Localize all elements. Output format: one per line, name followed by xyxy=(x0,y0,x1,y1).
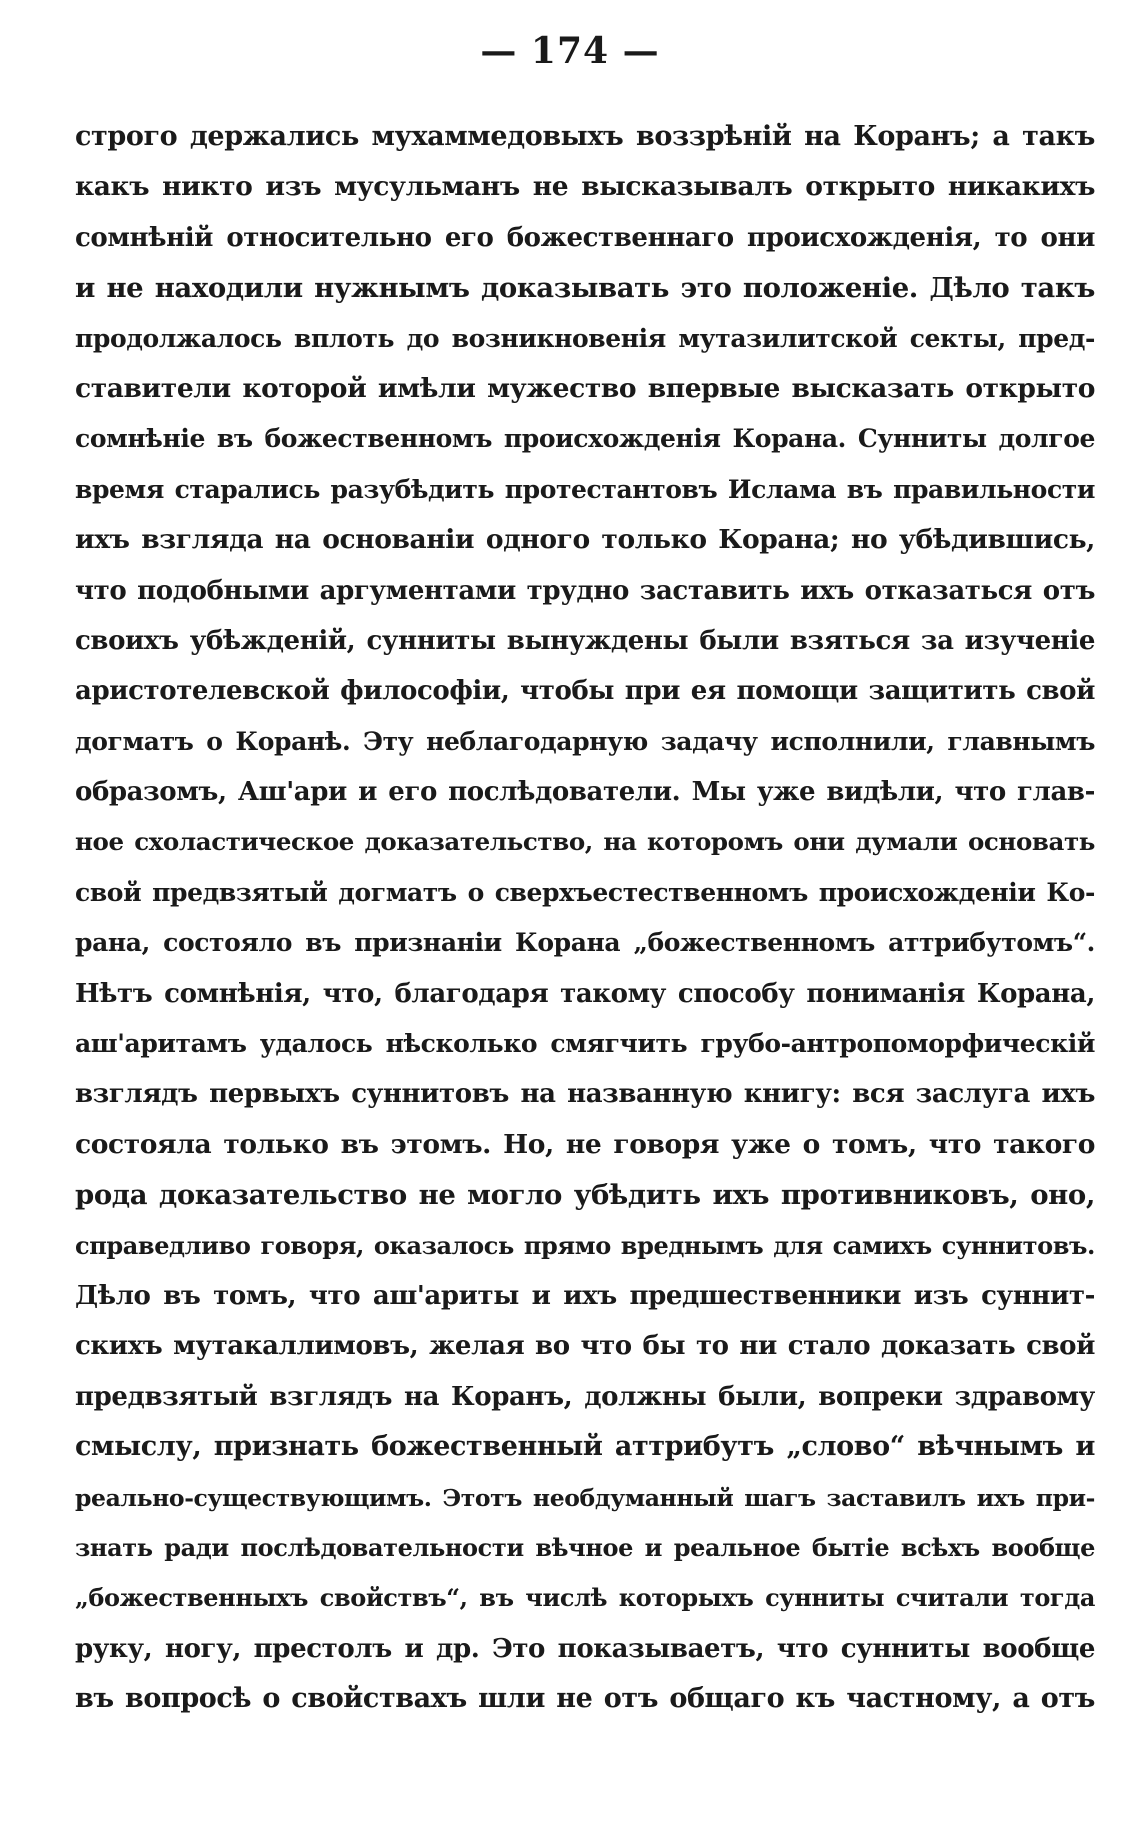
text-line: реально-существующимъ. Этотъ необдуманный шагъ заставилъ ихъ при- xyxy=(75,1483,1095,1512)
text-line: свой предвзятый догматъ о сверхъестественномъ происхожденіи Ко- xyxy=(75,877,1095,907)
text-line: состояла только въ этомъ. Но, не говоря уже о томъ, что такого xyxy=(75,1128,1095,1160)
text-line: руку, ногу, престолъ и др. Это показываетъ, что сунниты вообще xyxy=(75,1633,1095,1664)
text-line: Нѣтъ сомнѣнія, что, благодаря такому способу пониманія Корана, xyxy=(75,978,1095,1009)
text-line: продолжалось вплоть до возникновенія мутазилитской секты, пред- xyxy=(75,323,1095,353)
text-line: справедливо говоря, оказалось прямо вреднымъ для самихъ суннитовъ. xyxy=(75,1230,1095,1260)
text-line: что подобными аргументами трудно заставить ихъ отказаться отъ xyxy=(75,575,1095,606)
text-line: скихъ мутакаллимовъ, желая во что бы то ни стало доказать свой xyxy=(75,1331,1095,1362)
text-line: рода доказательство не могло убѣдить ихъ противниковъ, оно, xyxy=(75,1179,1095,1212)
text-line: аш'аритамъ удалось нѣсколько смягчить грубо-антропоморфическій xyxy=(75,1029,1095,1059)
text-line: образомъ, Аш'ари и его послѣдователи. Мы уже видѣли, что глав- xyxy=(75,777,1095,808)
text-line: какъ никто изъ мусульманъ не высказывалъ открыто никакихъ xyxy=(75,171,1095,203)
text-line: ихъ взгляда на основаніи одного только Корана; но убѣдившись, xyxy=(75,524,1095,556)
text-line: своихъ убѣжденій, сунниты вынуждены были взяться за изученіе xyxy=(75,625,1095,656)
text-line: сомнѣній относительно его божественнаго происхожденія, то они xyxy=(75,222,1095,253)
text-line: предвзятый взглядъ на Коранъ, должны были, вопреки здравому xyxy=(75,1381,1095,1412)
text-line: и не находили нужнымъ доказывать это положеніе. Дѣло такъ xyxy=(75,272,1095,305)
text-line: время старались разубѣдить протестантовъ Ислама въ правильности xyxy=(75,474,1095,504)
text-line: строго держались мухаммедовыхъ воззрѣній на Коранъ; а такъ xyxy=(75,121,1095,152)
text-line: ное схоластическое доказательство, на которомъ они думали основать xyxy=(75,827,1095,857)
text-line: знать ради послѣдовательности вѣчное и реальное бытіе всѣхъ вообще xyxy=(75,1532,1095,1562)
page-body-text xyxy=(75,112,1095,1725)
text-line: сомнѣніе въ божественномъ происхожденія Корана. Сунниты долгое xyxy=(75,424,1095,454)
page-number-header: — 174 — xyxy=(480,30,660,72)
text-line: взглядъ первыхъ суннитовъ на названную книгу: вся заслуга ихъ xyxy=(75,1079,1095,1110)
text-line: ставители которой имѣли мужество впервые высказать открыто xyxy=(75,372,1095,404)
text-line: „божественныхъ свойствъ“, въ числѣ которыхъ сунниты считали тогда xyxy=(75,1583,1095,1613)
text-line: аристотелевской философіи, чтобы при ея помощи защитить свой xyxy=(75,676,1095,707)
text-line: Дѣло въ томъ, что аш'ариты и ихъ предшественники изъ суннит- xyxy=(75,1280,1095,1311)
text-line: рана, состояло въ признаніи Корана „божественномъ аттрибутомъ“. xyxy=(75,928,1095,958)
text-line: догматъ о Коранѣ. Эту неблагодарную задачу исполнили, главнымъ xyxy=(75,726,1095,756)
text-line: смыслу, признать божественный аттрибутъ „слово“ вѣчнымъ и xyxy=(75,1431,1095,1463)
text-line: въ вопросѣ о свойствахъ шли не отъ общаго къ частному, а отъ xyxy=(75,1683,1095,1715)
